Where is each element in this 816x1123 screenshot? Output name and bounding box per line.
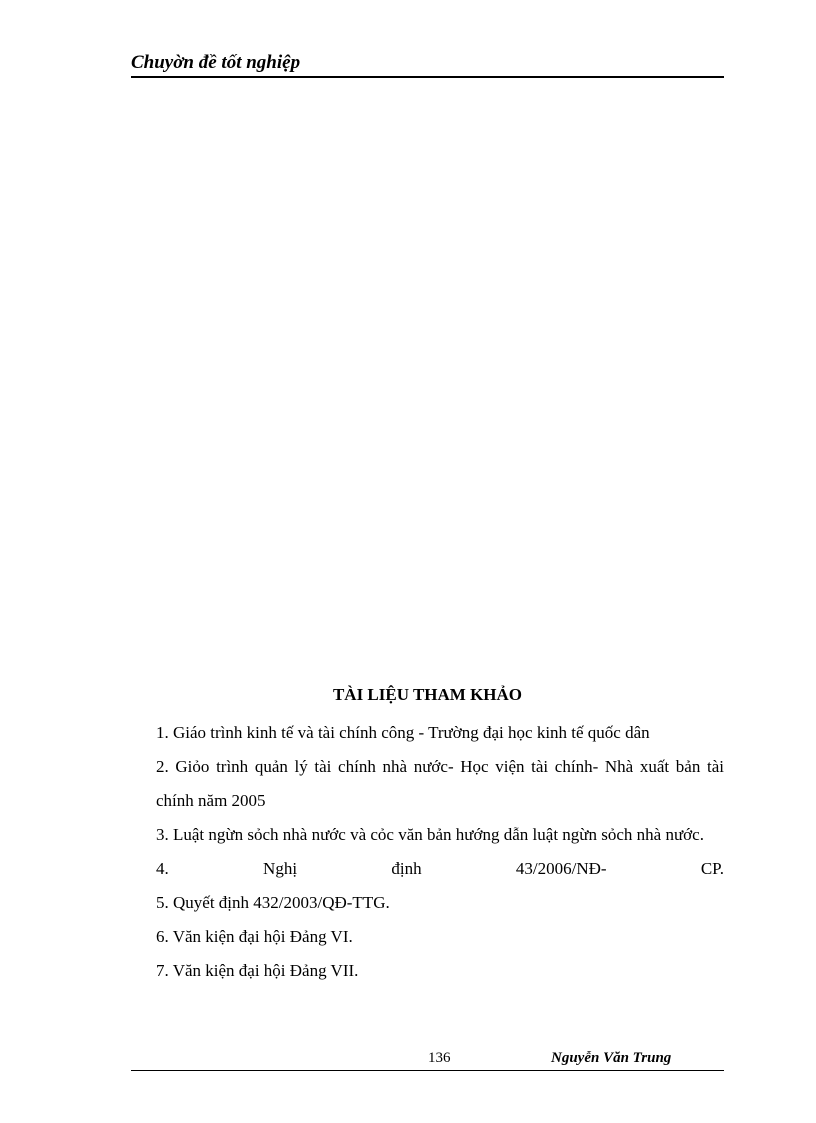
- reference-item-2: 2. Giỏo trình quản lý tài chính nhà nước- Học viện tài chính- Nhà xuất bản tài chính năm 2005: [156, 757, 724, 810]
- section-title: TÀI LIỆU THAM KHẢO: [332, 685, 523, 704]
- footer-divider: [131, 1070, 724, 1071]
- page-header-title: Chuyờn đề tốt nghiệp: [131, 52, 301, 73]
- header-divider: [131, 76, 724, 78]
- reference-item-6: 6. Văn kiện đại hội Đảng VI.: [156, 927, 353, 946]
- reference-item-3: 3. Luật ngừn sỏch nhà nước và cỏc văn bản hướng dẫn luật ngừn sỏch nhà nước.: [156, 825, 704, 844]
- reference-list: [156, 716, 724, 988]
- page-number: 136: [428, 1050, 451, 1066]
- reference-item-5: 5. Quyết định 432/2003/QĐ-TTG.: [156, 893, 390, 912]
- footer-author: Nguyễn Văn Trung: [551, 1050, 672, 1066]
- reference-item-7: 7. Văn kiện đại hội Đảng VII.: [156, 961, 359, 980]
- reference-item-4: 4. Nghị định 43/2006/NĐ- CP.: [156, 859, 724, 878]
- reference-item-1: 1. Giáo trình kinh tế và tài chính công - Trường đại học kinh tế quốc dân: [156, 723, 650, 742]
